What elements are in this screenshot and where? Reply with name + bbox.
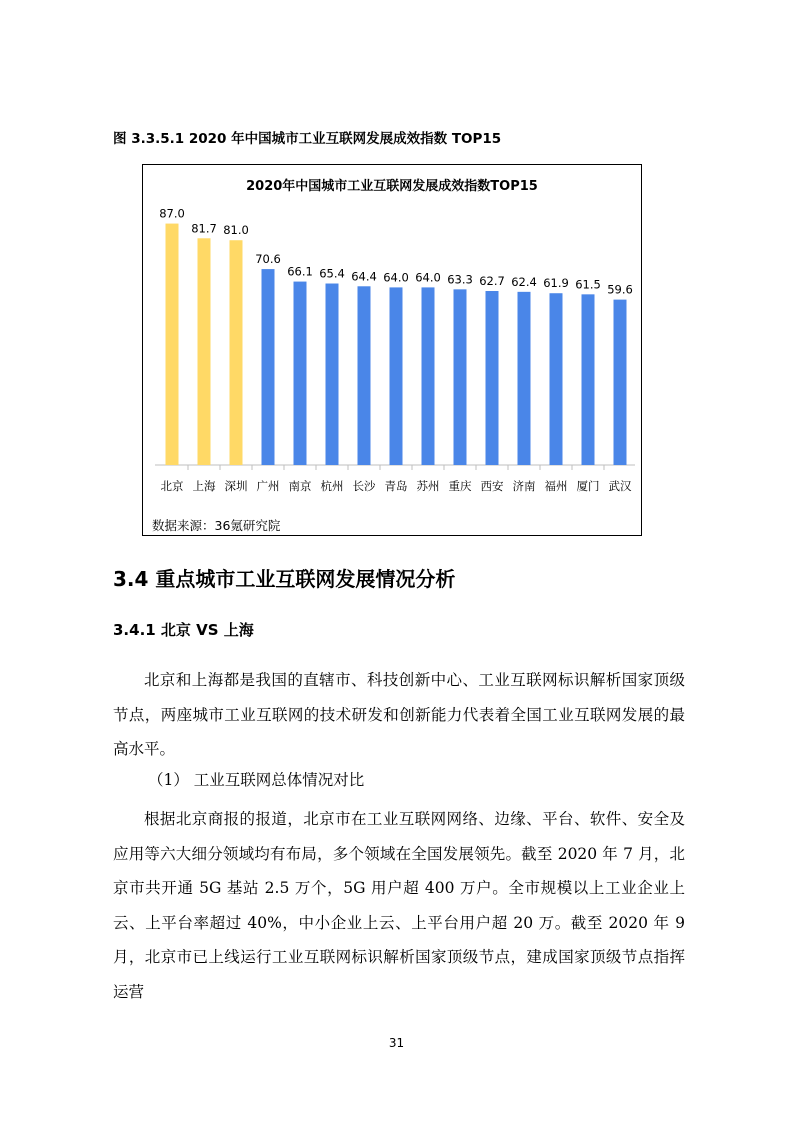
bar-value-label: 64.4 [351,269,377,284]
bar-value-label: 64.0 [383,270,409,285]
bar-value-label: 81.7 [191,221,217,236]
data-source: 数据来源：36氪研究院 [152,518,281,533]
section-heading: 3.4 重点城市工业互联网发展情况分析 [113,567,456,591]
bar-value-label: 70.6 [255,252,281,267]
bar-8 [390,287,403,465]
figure-caption: 图 3.3.5.1 2020 年中国城市工业互联网发展成效指数 TOP15 [113,131,502,147]
bar-value-label: 61.5 [575,277,601,292]
bar-value-label: 81.0 [223,223,249,238]
category-label: 福州 [544,479,568,493]
subsection-item: （1） 工业互联网总体情况对比 [148,771,365,789]
bar-13 [550,293,563,465]
category-label: 北京 [160,479,184,493]
category-label: 长沙 [352,479,376,493]
bar-value-label: 61.9 [543,276,569,291]
category-label: 厦门 [576,479,600,493]
bar-value-label: 64.0 [415,270,441,285]
bar-value-label: 65.4 [319,266,345,281]
bar-2 [198,238,211,465]
bar-11 [486,291,499,465]
bar-5 [294,282,307,465]
bar-value-label: 66.1 [287,264,313,279]
bar-7 [358,286,371,465]
chart-title: 2020年中国城市工业互联网发展成效指数TOP15 [246,179,538,194]
page-number: 31 [388,1036,405,1050]
bar-value-label: 59.6 [607,282,633,297]
category-label: 武汉 [608,479,632,493]
subsection-heading: 3.4.1 北京 VS 上海 [113,621,254,639]
bar-14 [582,294,595,465]
bar-9 [422,287,435,465]
bar-value-label: 87.0 [159,206,185,221]
paragraph-2: 根据北京商报的报道，北京市在工业互联网网络、边缘、平台、软件、安全及应用等六大细分领域均有布局，多个领域在全国发展领先。截至 2020 年 7 月，北京市共开通 5G 基站 2.5 万个，5G 用户超 400 万户。全市规模以上工业企业上云、上平台率超过 40%，中小企业上云、上平台用户超 20 万。截至 2020 年 9 月，北京市已上线运行工业互联网标识解析国家顶级节点，建成国家顶级节点指挥运营 [113,810,685,1001]
bar-6 [326,284,339,465]
category-label: 杭州 [320,479,344,493]
bar-value-label: 62.7 [479,274,505,289]
category-label: 重庆 [448,479,472,493]
bar-12 [518,292,531,465]
bar-value-label: 62.4 [511,274,537,289]
category-label: 南京 [288,479,312,493]
bar-15 [614,300,627,465]
category-label: 济南 [512,479,536,493]
category-label: 西安 [480,479,504,493]
bar-10 [454,289,467,465]
bar-chart [143,165,641,535]
bar-1 [166,224,179,465]
chart-container [142,164,642,536]
bar-value-label: 63.3 [447,272,473,287]
bar-3 [230,240,243,465]
paragraph-1: 北京和上海都是我国的直辖市、科技创新中心、工业互联网标识解析国家顶级节点，两座城市工业互联网的技术研发和创新能力代表着全国工业互联网发展的最高水平。 [113,671,685,758]
bar-4 [262,269,275,465]
category-label: 苏州 [416,479,440,493]
category-label: 青岛 [384,479,408,493]
category-label: 深圳 [224,479,248,493]
category-label: 广州 [256,479,280,493]
category-label: 上海 [192,479,216,493]
